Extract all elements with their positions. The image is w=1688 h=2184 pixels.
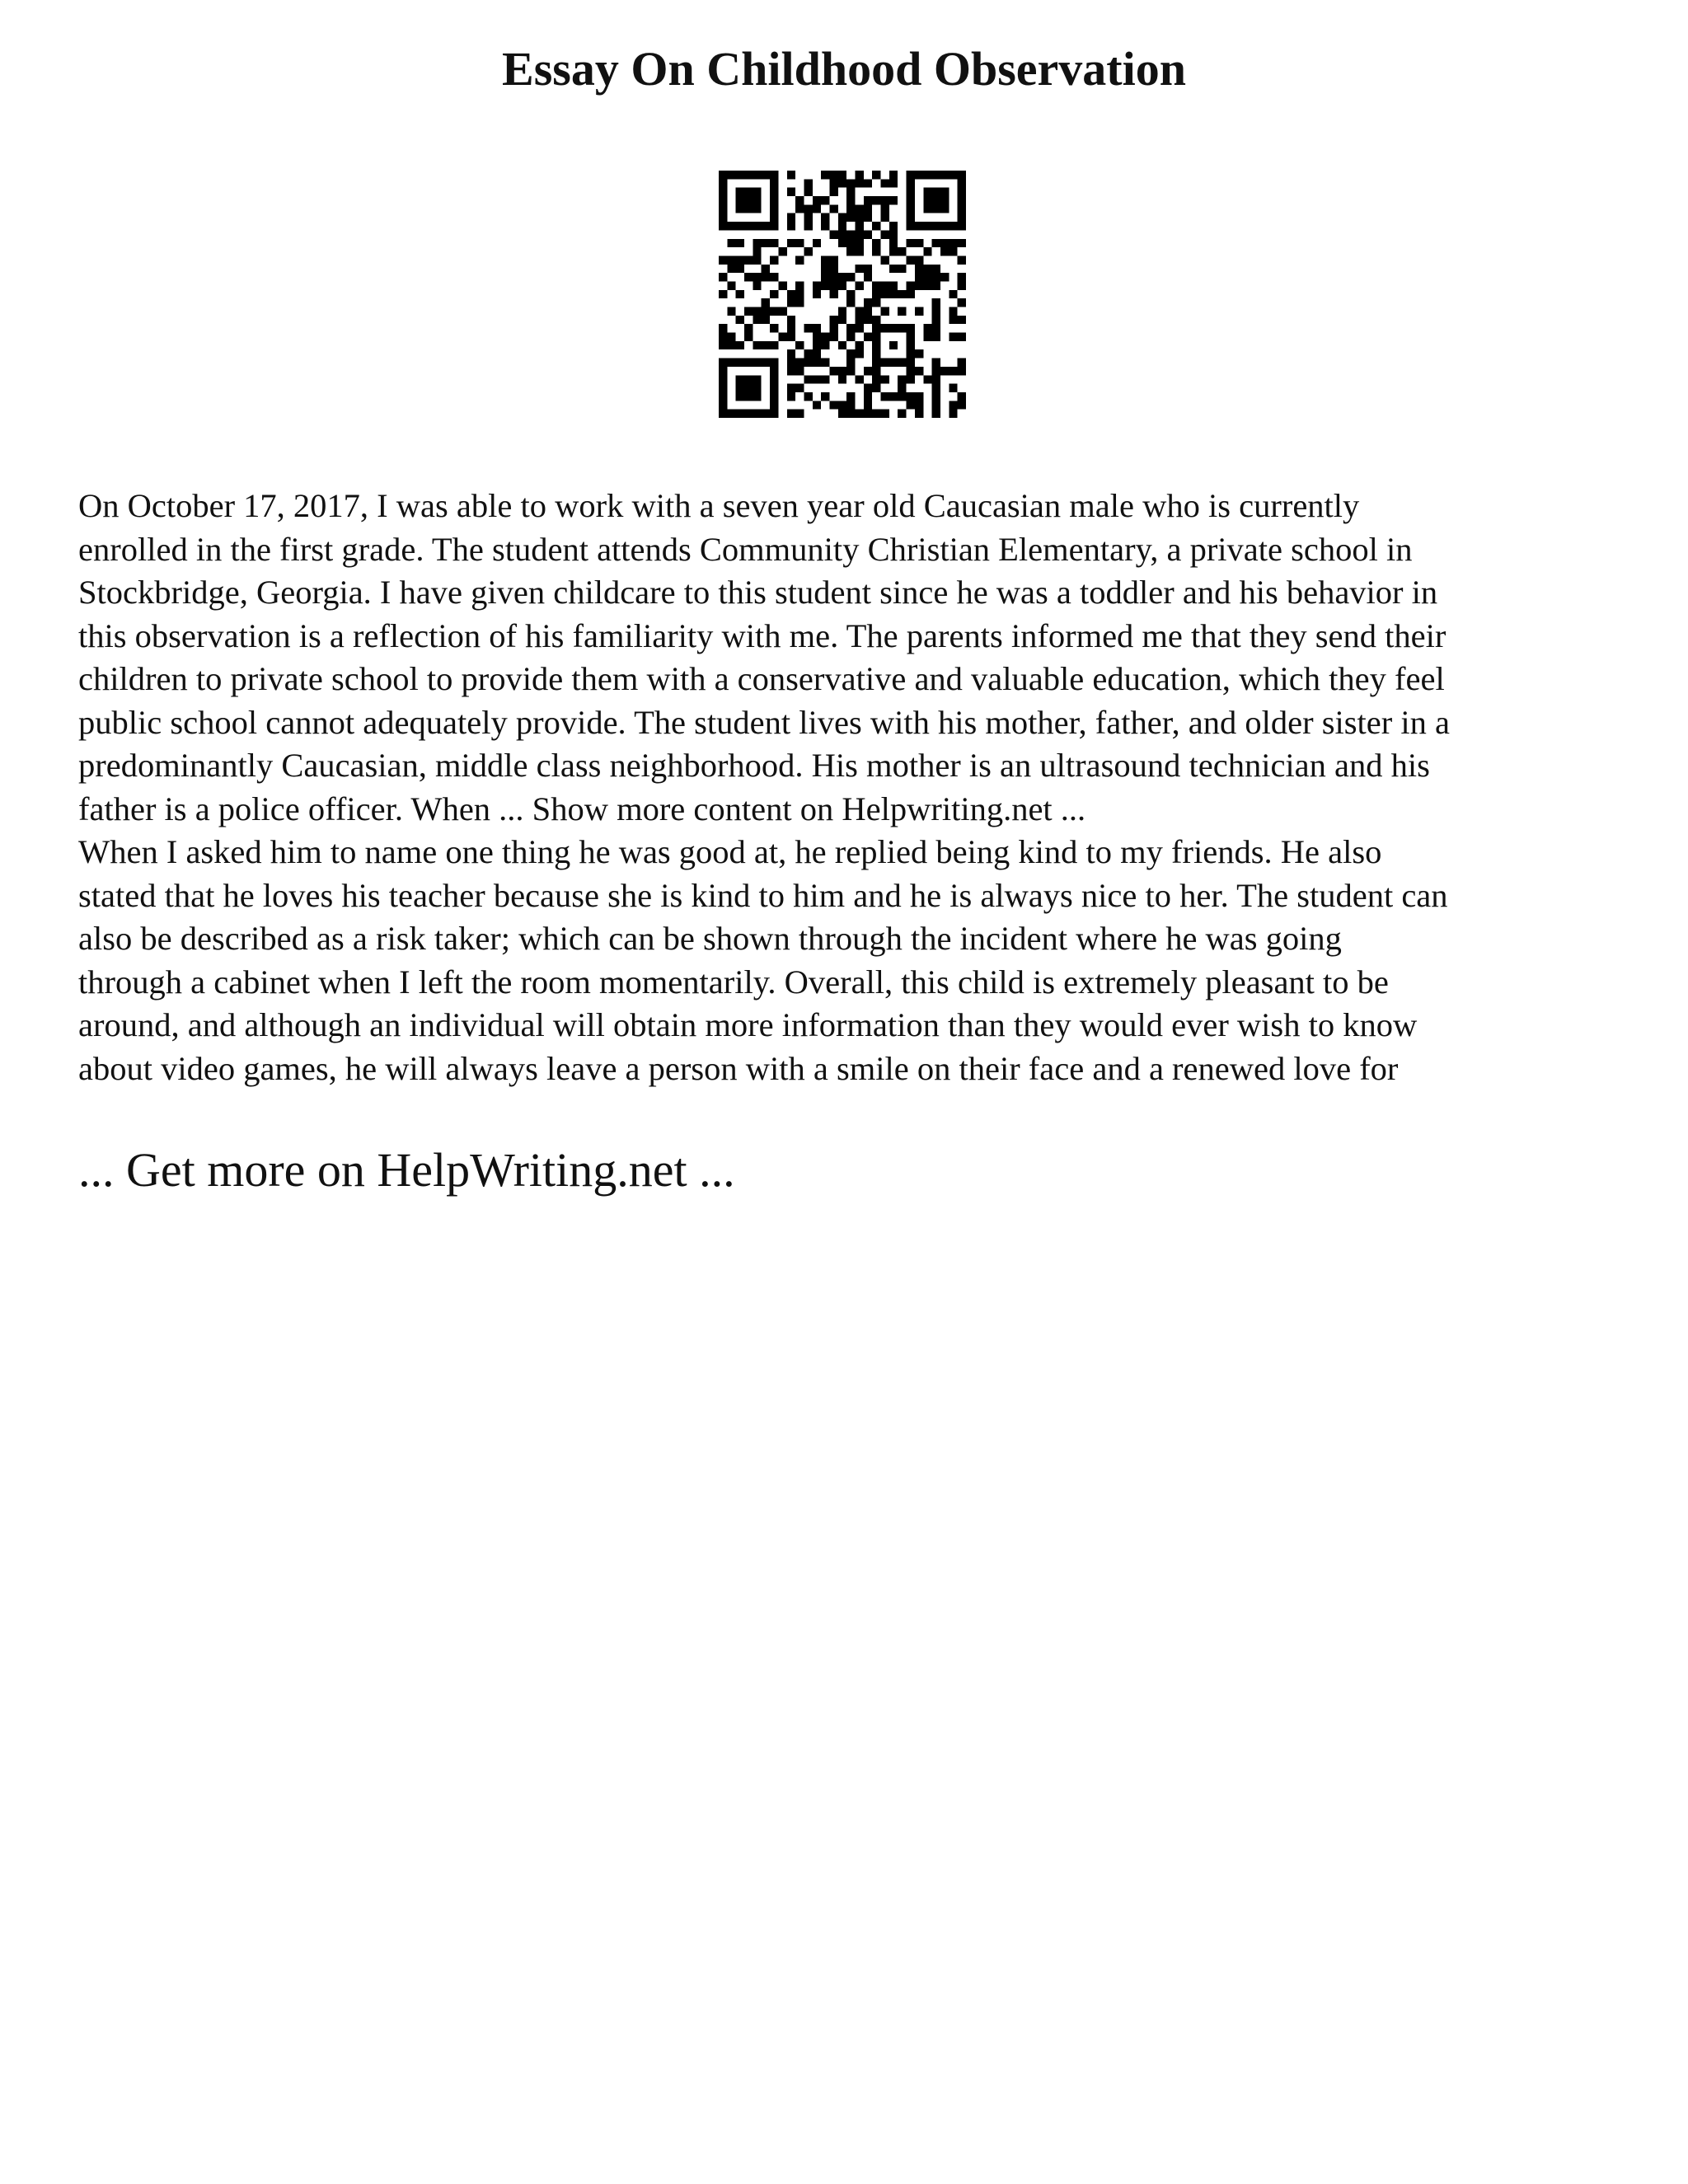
essay-line: children to private school to provide them with a conservative and valuable education, which they feel	[78, 660, 1445, 697]
essay-line: On October 17, 2017, I was able to work with a seven year old Caucasian male who is currently	[78, 487, 1360, 524]
essay-line: predominantly Caucasian, middle class neighborhood. His mother is an ultrasound technician and his	[78, 747, 1430, 784]
essay-line: around, and although an individual will obtain more information than they would ever wish to know	[78, 1006, 1418, 1043]
essay-line: also be described as a risk taker; which can be shown through the incident where he was going	[78, 920, 1342, 957]
essay-line: stated that he loves his teacher because she is kind to him and he is always nice to her. The student can	[78, 876, 1448, 914]
get-more-link[interactable]: ... Get more on HelpWriting.net ...	[78, 1143, 735, 1197]
essay-line: When I asked him to name one thing he was good at, he replied being kind to my friends. He also	[78, 833, 1382, 870]
essay-line: this observation is a reflection of his familiarity with me. The parents informed me that they send their	[78, 616, 1447, 654]
page-title: Essay On Childhood Observation	[502, 42, 1186, 96]
essay-line: about video games, he will always leave a person with a smile on their face and a renewed love for	[78, 1049, 1399, 1087]
essay-line: public school cannot adequately provide. The student lives with his mother, father, and older sister in a	[78, 703, 1450, 741]
essay-line: through a cabinet when I left the room momentarily. Overall, this child is extremely pleasant to be	[78, 963, 1389, 1001]
essay-line: father is a police officer. When ... Show more content on Helpwriting.net ...	[78, 790, 1086, 827]
qr-code-icon	[719, 171, 966, 418]
essay-line: enrolled in the first grade. The student attends Community Christian Elementary, a private school in	[78, 530, 1413, 568]
essay-line: Stockbridge, Georgia. I have given childcare to this student since he was a toddler and his behavior in	[78, 574, 1438, 611]
essay-body	[78, 485, 1661, 1090]
